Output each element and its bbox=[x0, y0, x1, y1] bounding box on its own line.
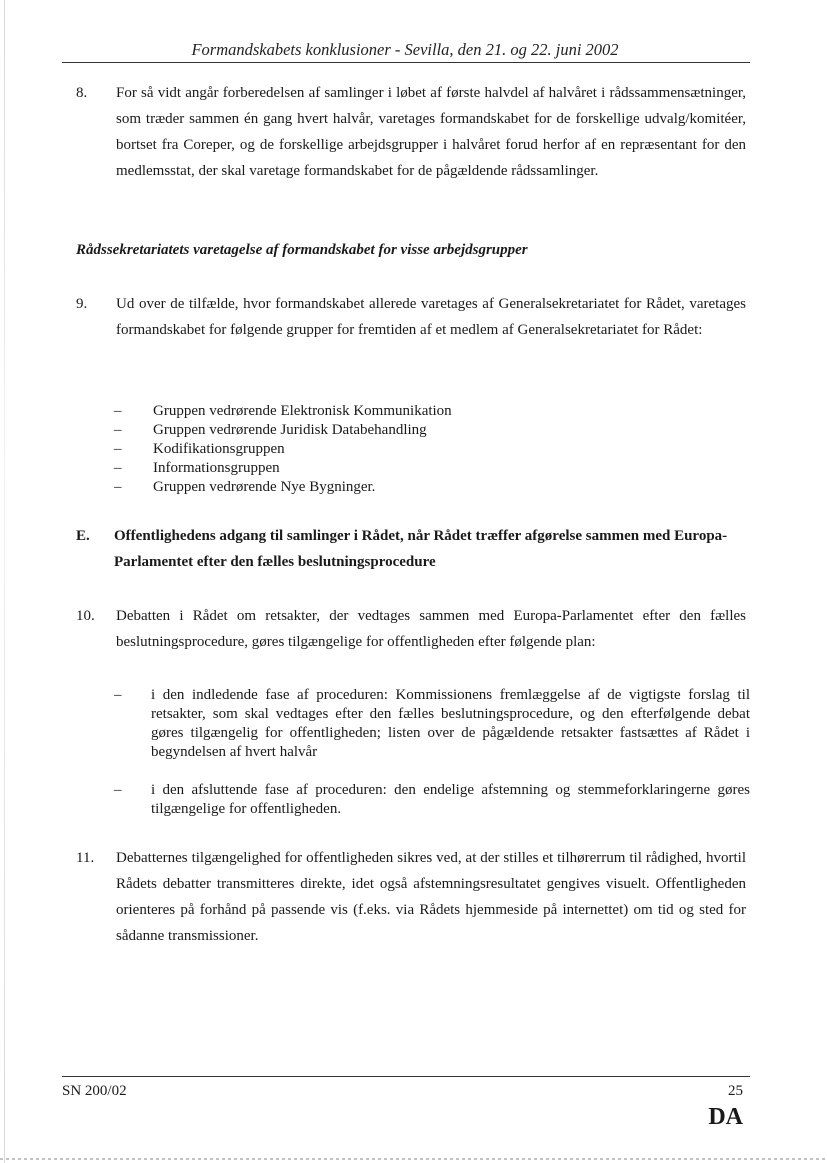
group-list bbox=[114, 402, 452, 497]
running-header: Formandskabets konklusioner - Sevilla, den 21. og 22. juni 2002 bbox=[191, 40, 619, 59]
dash-marker: – bbox=[114, 460, 122, 476]
list-item-text: Informationsgruppen bbox=[153, 460, 280, 476]
dash-marker: – bbox=[114, 422, 122, 438]
list-item bbox=[114, 459, 452, 478]
scan-bottom-edge bbox=[0, 1158, 827, 1160]
plan-item-text: i den afsluttende fase af proceduren: den endelige afstemning og stemmeforklaringerne gøres tilgængelige for offentligheden. bbox=[151, 782, 750, 817]
list-item-text: Gruppen vedrørende Juridisk Databehandling bbox=[153, 422, 427, 438]
list-item-text: Gruppen vedrørende Elektronisk Kommunikation bbox=[153, 403, 452, 419]
plan-item-text: i den indledende fase af proceduren: Kommissionens fremlæggelse af de vigtigste forslag til retsakter, som skal vedtages efter den fælles beslutningsprocedure, og den efterfølgende debat gøres tilgængelig for offentligheden; listen over de pågældende retsakter fastsættes af Rådet i begyndelsen af hvert halvår bbox=[151, 687, 750, 760]
section-heading: Rådssekretariatets varetagelse af formandskabet for visse arbejdsgrupper bbox=[76, 242, 528, 258]
list-item-text: Kodifikationsgruppen bbox=[153, 441, 285, 457]
header-rule bbox=[62, 62, 750, 63]
list-item bbox=[114, 402, 452, 421]
section-letter: E. bbox=[76, 528, 90, 544]
dash-marker: – bbox=[114, 687, 122, 703]
list-item bbox=[114, 440, 452, 459]
paragraph-10: Debatten i Rådet om retsakter, der vedtages sammen med Europa-Parlamentet efter den fælles beslutningsprocedure, gøres tilgængelige for offentligheden efter følgende plan: bbox=[116, 608, 746, 650]
page-number: 25 bbox=[728, 1083, 743, 1099]
paragraph-number: 8. bbox=[76, 85, 88, 101]
dash-marker: – bbox=[114, 441, 122, 457]
paragraph-number: 10. bbox=[76, 608, 95, 624]
list-item bbox=[114, 478, 452, 497]
dash-marker: – bbox=[114, 479, 122, 495]
plan-item bbox=[114, 781, 750, 819]
paragraph-11: Debatternes tilgængelighed for offentligheden sikres ved, at der stilles et tilhørerrum til rådighed, hvortil Rådets debatter transmitteres direkte, idet også afstemningsresultatet gengives visuelt. Offentligheden orienteres på forhånd på passende vis (f.eks. via Rådets hjemmeside på internettet) om tid og sted for sådanne transmissioner. bbox=[116, 850, 746, 944]
dash-marker: – bbox=[114, 782, 122, 798]
list-item-text: Gruppen vedrørende Nye Bygninger. bbox=[153, 479, 376, 495]
plan-item bbox=[114, 686, 750, 762]
paragraph-9: Ud over de tilfælde, hvor formandskabet allerede varetages af Generalsekretariatet for Rådet, varetages formandskabet for følgende grupper for fremtiden af et medlem af Generalsekretariatet for Rådet: bbox=[116, 296, 746, 338]
paragraph-8: For så vidt angår forberedelsen af samlinger i løbet af første halvdel af halvåret i rådssammensætninger, som træder sammen én gang hvert halvår, varetages formandskabet for de forskellige udvalg/komitéer, bortset fra Coreper, og de forskellige arbejdsgrupper i halvåret forud herfor af en repræsentant for den medlemsstat, der skal varetage formandskabet for de pågældende rådssamlinger. bbox=[116, 85, 746, 179]
document-reference: SN 200/02 bbox=[62, 1083, 127, 1099]
language-code: DA bbox=[708, 1104, 743, 1130]
footer-rule bbox=[62, 1076, 750, 1077]
paragraph-number: 11. bbox=[76, 850, 95, 866]
paragraph-number: 9. bbox=[76, 296, 88, 312]
list-item bbox=[114, 421, 452, 440]
scan-edge bbox=[4, 0, 5, 1163]
section-e-heading: Offentlighedens adgang til samlinger i Rådet, når Rådet træffer afgørelse sammen med Europa-Parlamentet efter den fælles beslutningsprocedure bbox=[114, 528, 728, 570]
dash-marker: – bbox=[114, 403, 122, 419]
